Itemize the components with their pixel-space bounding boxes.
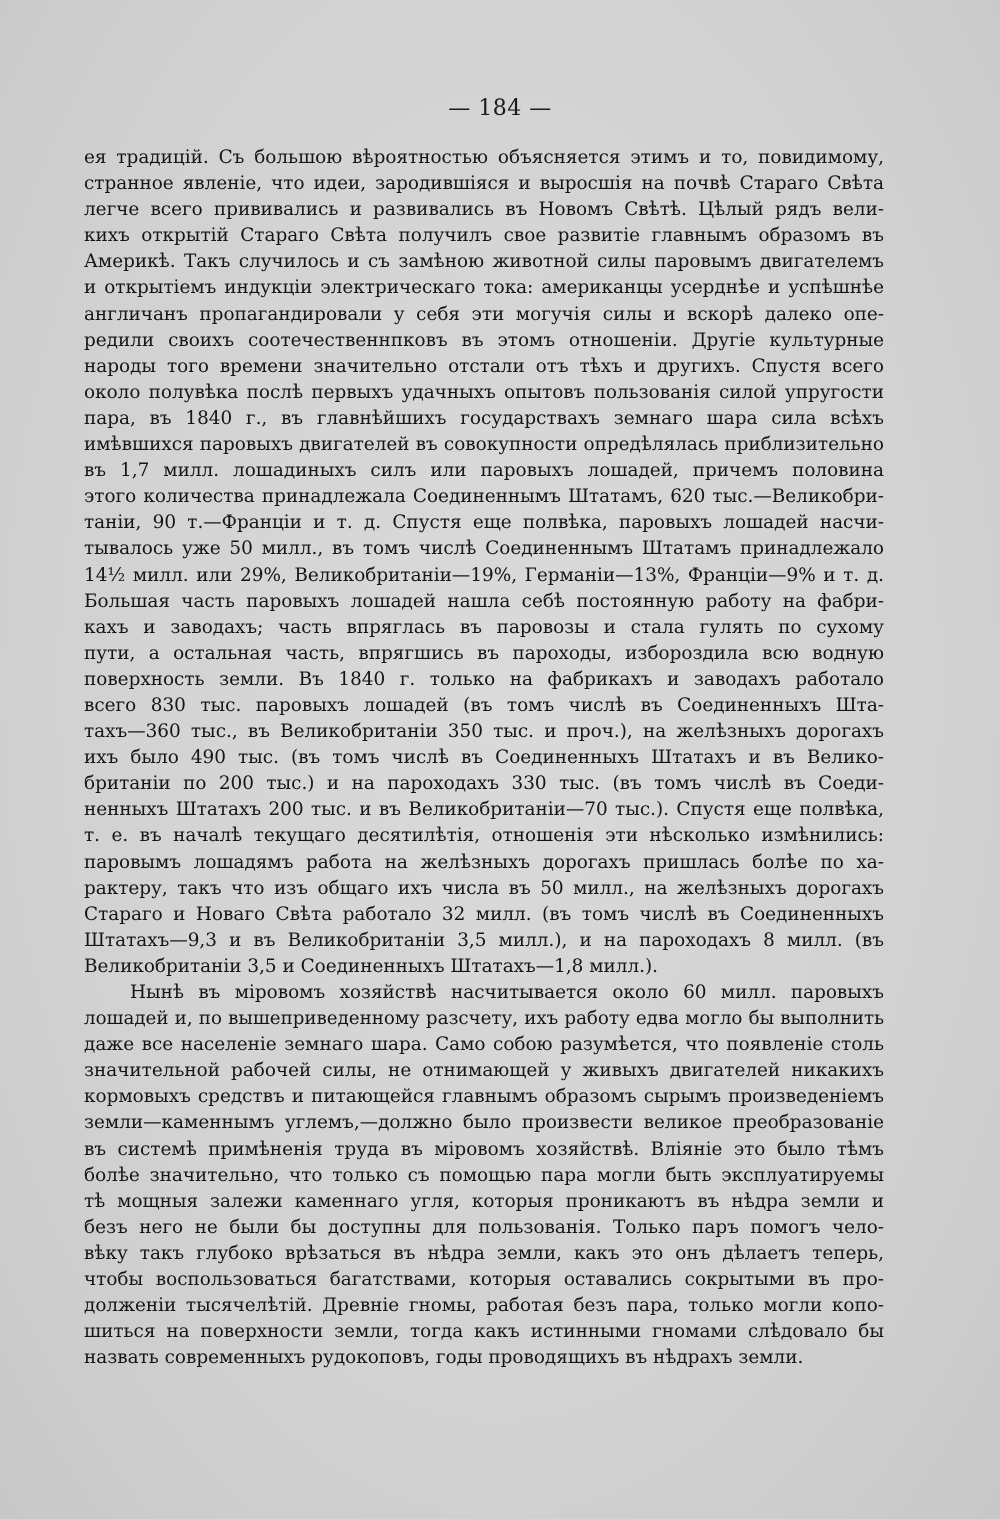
text-line: т. е. въ началѣ текущаго десятилѣтія, отношенія эти нѣсколько измѣнились: [84,825,884,847]
text-line: Нынѣ въ міровомъ хозяйствѣ насчитывается около 60 милл. паровыхъ [130,982,884,1003]
text-line: болѣе значительно, что только съ помощью пара могли быть эксплуатируемы [84,1164,884,1186]
text-line: пара, въ 1840 г., въ главнѣйшихъ государствахъ земнаго шара сила всѣхъ [84,407,884,429]
paragraph-2 [84,980,884,1371]
text-line: пути, а остальная часть, впрягшись въ пароходы, избороздила всю водную [84,642,884,664]
text-line: тывалось уже 50 милл., въ томъ числѣ Соединеннымъ Штатамъ принадлежало [84,538,884,560]
text-line: въ 1,7 милл. лошадиныхъ силъ или паровыхъ лошадей, причемъ половина [84,460,884,482]
text-line: имѣвшихся паровыхъ двигателей въ совокупности опредѣлялась приблизительно [84,434,884,456]
text-line: таніи, 90 т.—Франціи и т. д. Спустя еще полвѣка, паровыхъ лошадей насчи- [84,512,884,534]
text-line: тѣ мощныя залежи каменнаго угля, которыя проникаютъ въ нѣдра земли и [84,1190,884,1212]
text-line: Стараго и Новаго Свѣта работало 32 милл. (въ томъ числѣ въ Соединенныхъ [84,903,884,925]
text-line: ихъ было 490 тыс. (въ томъ числѣ въ Соединенныхъ Штатахъ и въ Велико- [84,747,884,769]
text-line: долженіи тысячелѣтій. Древніе гномы, работая безъ пара, только могли копо- [84,1295,884,1317]
text-line: въ системѣ примѣненія труда въ міровомъ хозяйствѣ. Вліяніе это было тѣмъ [84,1138,884,1160]
text-line: редили своихъ соотечественнпковъ въ этомъ отношеніи. Другіе культурные [84,329,884,351]
text-line: странное явленіе, что идеи, зародившіяся и выросшія на почвѣ Стараго Свѣта [84,173,884,195]
text-line: даже все населеніе земнаго шара. Само собою разумѣется, что появленіе столь [84,1034,884,1056]
text-line: безъ него не были бы доступны для пользованія. Только паръ помогъ чело- [84,1216,884,1238]
text-line: поверхность земли. Въ 1840 г. только на фабрикахъ и заводахъ работало [84,668,884,690]
text-line: всего 830 тыс. паровыхъ лошадей (въ томъ числѣ въ Соединенныхъ Шта- [84,694,884,716]
text-line: назвать современныхъ рудокоповъ, годы проводящихъ въ нѣдрахъ земли. [84,1347,804,1369]
text-line: значительной рабочей силы, не отнимающей у живыхъ двигателей никакихъ [84,1060,884,1082]
text-line: 14½ милл. или 29%, Великобританіи—19%, Германіи—13%, Франціи—9% и т. д. [84,564,884,586]
text-line: кормовыхъ средствъ и питающейся главнымъ образомъ сырымъ произведеніемъ [84,1086,884,1108]
text-line: ненныхъ Штатахъ 200 тыс. и въ Великобританіи—70 тыс.). Спустя еще полвѣка, [84,799,884,821]
text-line: кихъ открытій Стараго Свѣта получилъ свое развитіе главнымъ образомъ въ [84,225,884,247]
text-line: легче всего прививались и развивались въ Новомъ Свѣтѣ. Цѣлый рядъ вели- [84,199,884,221]
body-text [84,145,884,1371]
paragraph-1 [84,145,884,980]
text-line: этого количества принадлежала Соединеннымъ Штатамъ, 620 тыс.—Великобри- [84,486,884,508]
text-line: шиться на поверхности земли, тогда какъ истинными гномами слѣдовало бы [84,1321,884,1343]
text-line: лошадей и, по вышеприведенному разсчету, ихъ работу едва могло бы выполнить [84,1008,884,1030]
text-line: англичанъ пропагандировали у себя эти могучія силы и вскорѣ далеко опе- [84,303,884,325]
text-line: земли—каменнымъ углемъ,—должно было произвести великое преобразованіе [84,1112,884,1134]
text-line: рактеру, такъ что изъ общаго ихъ числа въ 50 милл., на желѣзныхъ дорогахъ [84,877,884,899]
text-line: тахъ—360 тыс., въ Великобританіи 350 тыс. и проч.), на желѣзныхъ дорогахъ [84,721,884,743]
text-line: и открытіемъ индукціи электрическаго тока: американцы усерднѣе и успѣшнѣе [84,277,884,299]
text-line: Штатахъ—9,3 и въ Великобританіи 3,5 милл.), и на пароходахъ 8 милл. (въ [84,929,884,951]
text-line: британіи по 200 тыс.) и на пароходахъ 330 тыс. (въ томъ числѣ въ Соеди- [84,773,884,795]
text-line: ея традицій. Съ большою вѣроятностью объясняется этимъ и то, повидимому, [84,147,884,168]
text-line: паровымъ лошадямъ работа на желѣзныхъ дорогахъ пришлась болѣе по ха- [84,851,884,873]
text-line: кахъ и заводахъ; часть впряглась въ паровозы и стала гулять по сухому [84,616,884,638]
text-line: Америкѣ. Такъ случилось и съ замѣною животной силы паровымъ двигателемъ [84,251,884,273]
text-line: Большая часть паровыхъ лошадей нашла себѣ постоянную работу на фабри- [84,590,884,612]
text-line: Великобританіи 3,5 и Соединенныхъ Штатахъ—1,8 милл.). [84,955,659,977]
page-number: — 184 — [448,96,552,121]
text-line: около полувѣка послѣ первыхъ удачныхъ опытовъ пользованія силой упругости [84,381,884,403]
text-line: чтобы воспользоваться багатствами, которыя оставались сокрытыми въ про- [84,1269,884,1291]
text-line: народы того времени значительно отстали отъ тѣхъ и другихъ. Спустя всего [84,355,884,377]
text-line: вѣку такъ глубоко врѣзаться въ нѣдра земли, какъ это онъ дѣлаетъ теперь, [84,1242,884,1264]
